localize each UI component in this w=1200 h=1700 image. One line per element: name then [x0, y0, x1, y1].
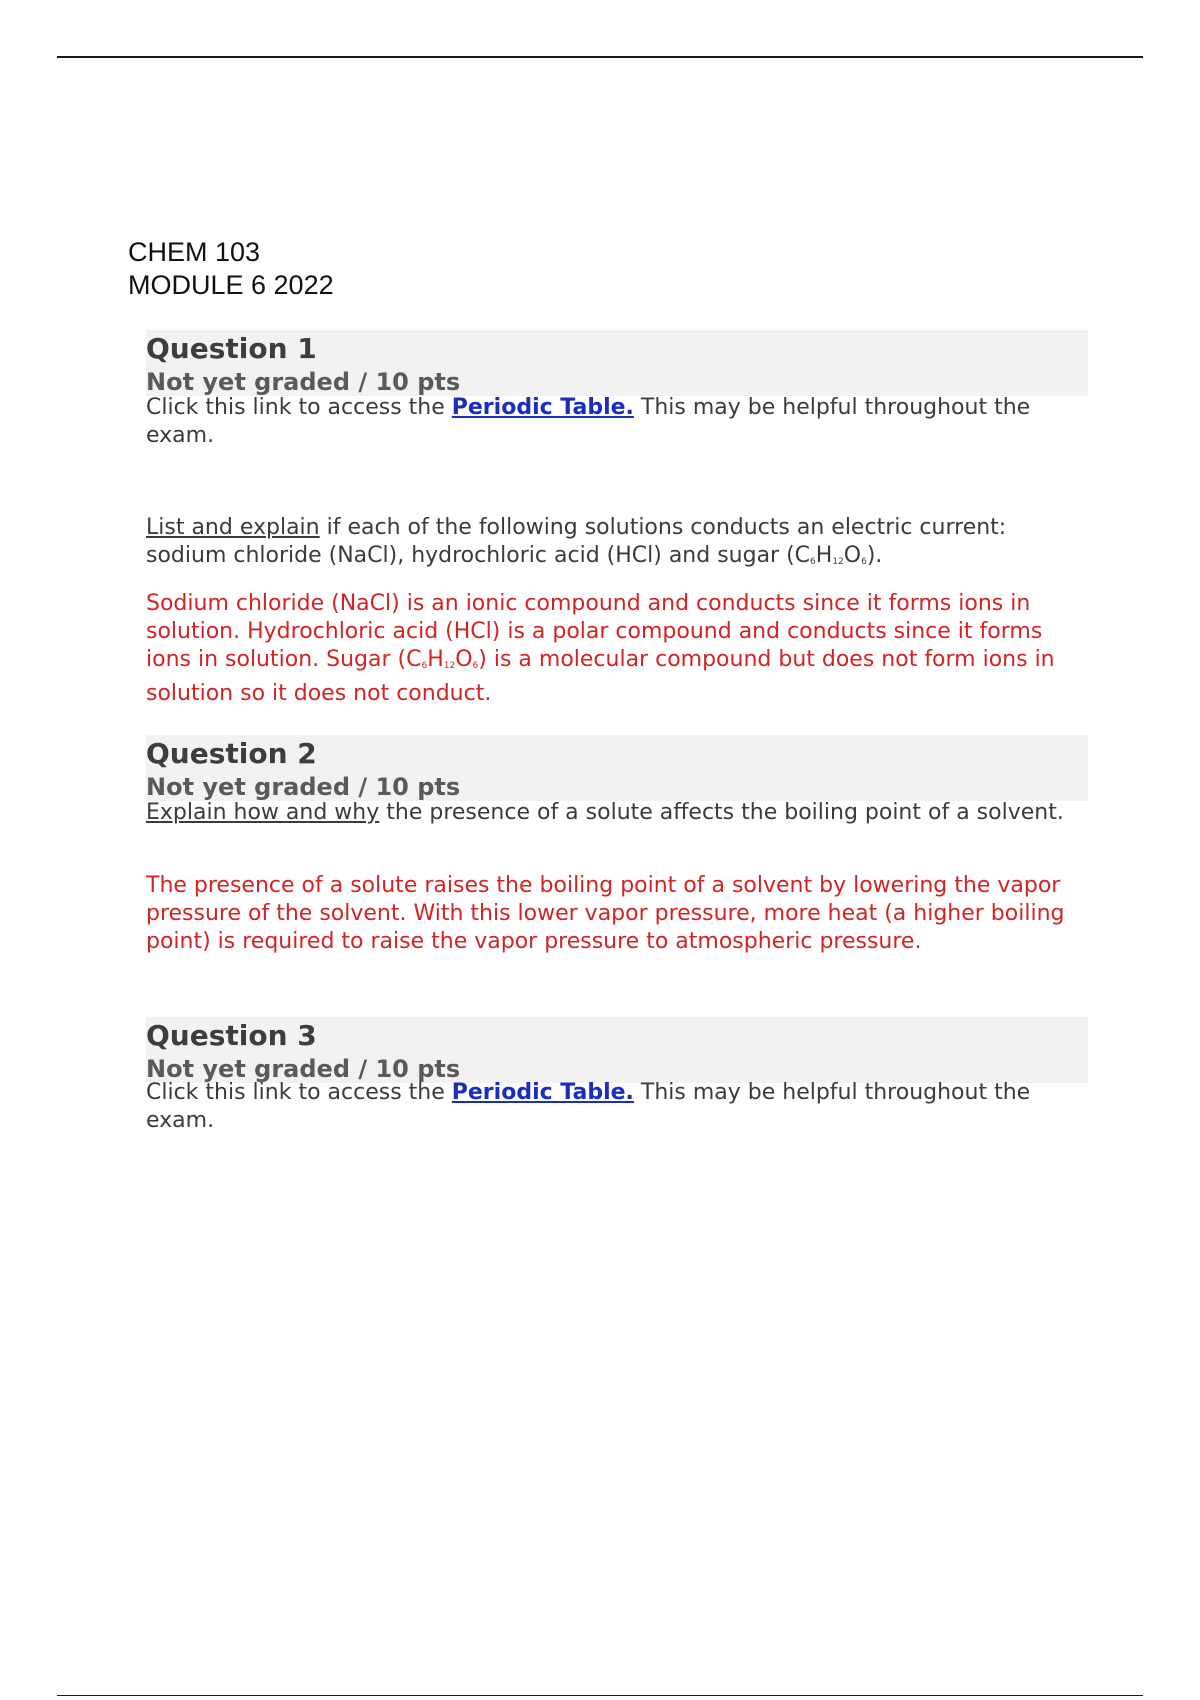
question-intro: Click this link to access the Periodic Table. This may be helpful throughout the exam. [146, 395, 1031, 448]
grading-status: Not yet graded / 10 pts [146, 368, 461, 396]
answer-text: The presence of a solute raises the boiling point of a solvent by lowering the vapor pressure of the solvent. With this lower vapor pressure, more heat (a higher boiling point) is required to raise the vapor pressure to atmospheric pressure. [146, 873, 1065, 954]
prompt-emphasis: Explain how and why [146, 800, 380, 825]
question-intro: Click this link to access the Periodic Table. This may be helpful throughout the exam. [146, 1080, 1031, 1133]
question-prompt: Explain how and why the presence of a solute affects the boiling point of a solvent. [146, 800, 1064, 825]
question-title: Question 2 [146, 737, 317, 770]
grading-status: Not yet graded / 10 pts [146, 1055, 461, 1083]
answer-text: Sodium chloride (NaCl) is an ionic compound and conducts since it forms ions in solution. Hydrochloric acid (HCl) is a polar compound and conducts since it forms ions in solution. Sugar $(C_6H_{12}O_6)$ is a molecular compound but does not form ions in solution so it does not conduct. [146, 591, 1055, 706]
question-header-band [146, 1017, 1088, 1083]
question-header-band [146, 735, 1088, 801]
grading-status: Not yet graded / 10 pts [146, 773, 461, 801]
periodic-table-link[interactable]: Periodic Table. [451, 1080, 634, 1105]
bottom-rule [57, 1695, 1143, 1696]
periodic-table-link[interactable]: Periodic Table. [451, 395, 634, 420]
module-title: MODULE 6 2022 [128, 270, 334, 300]
document-header [128, 236, 334, 302]
course-title: CHEM 103 [128, 237, 261, 267]
prompt-emphasis: List and explain [146, 515, 320, 540]
question-title: Question 1 [146, 332, 317, 365]
top-rule [57, 56, 1143, 58]
question-prompt: List and explain if each of the following solutions conducts an electric current: sodium chloride (NaCl), hydrochloric acid (HCl) and sugar $(C_6H_{12}O_6)$. [146, 515, 1007, 568]
question-header-band [146, 330, 1088, 396]
question-title: Question 3 [146, 1019, 317, 1052]
